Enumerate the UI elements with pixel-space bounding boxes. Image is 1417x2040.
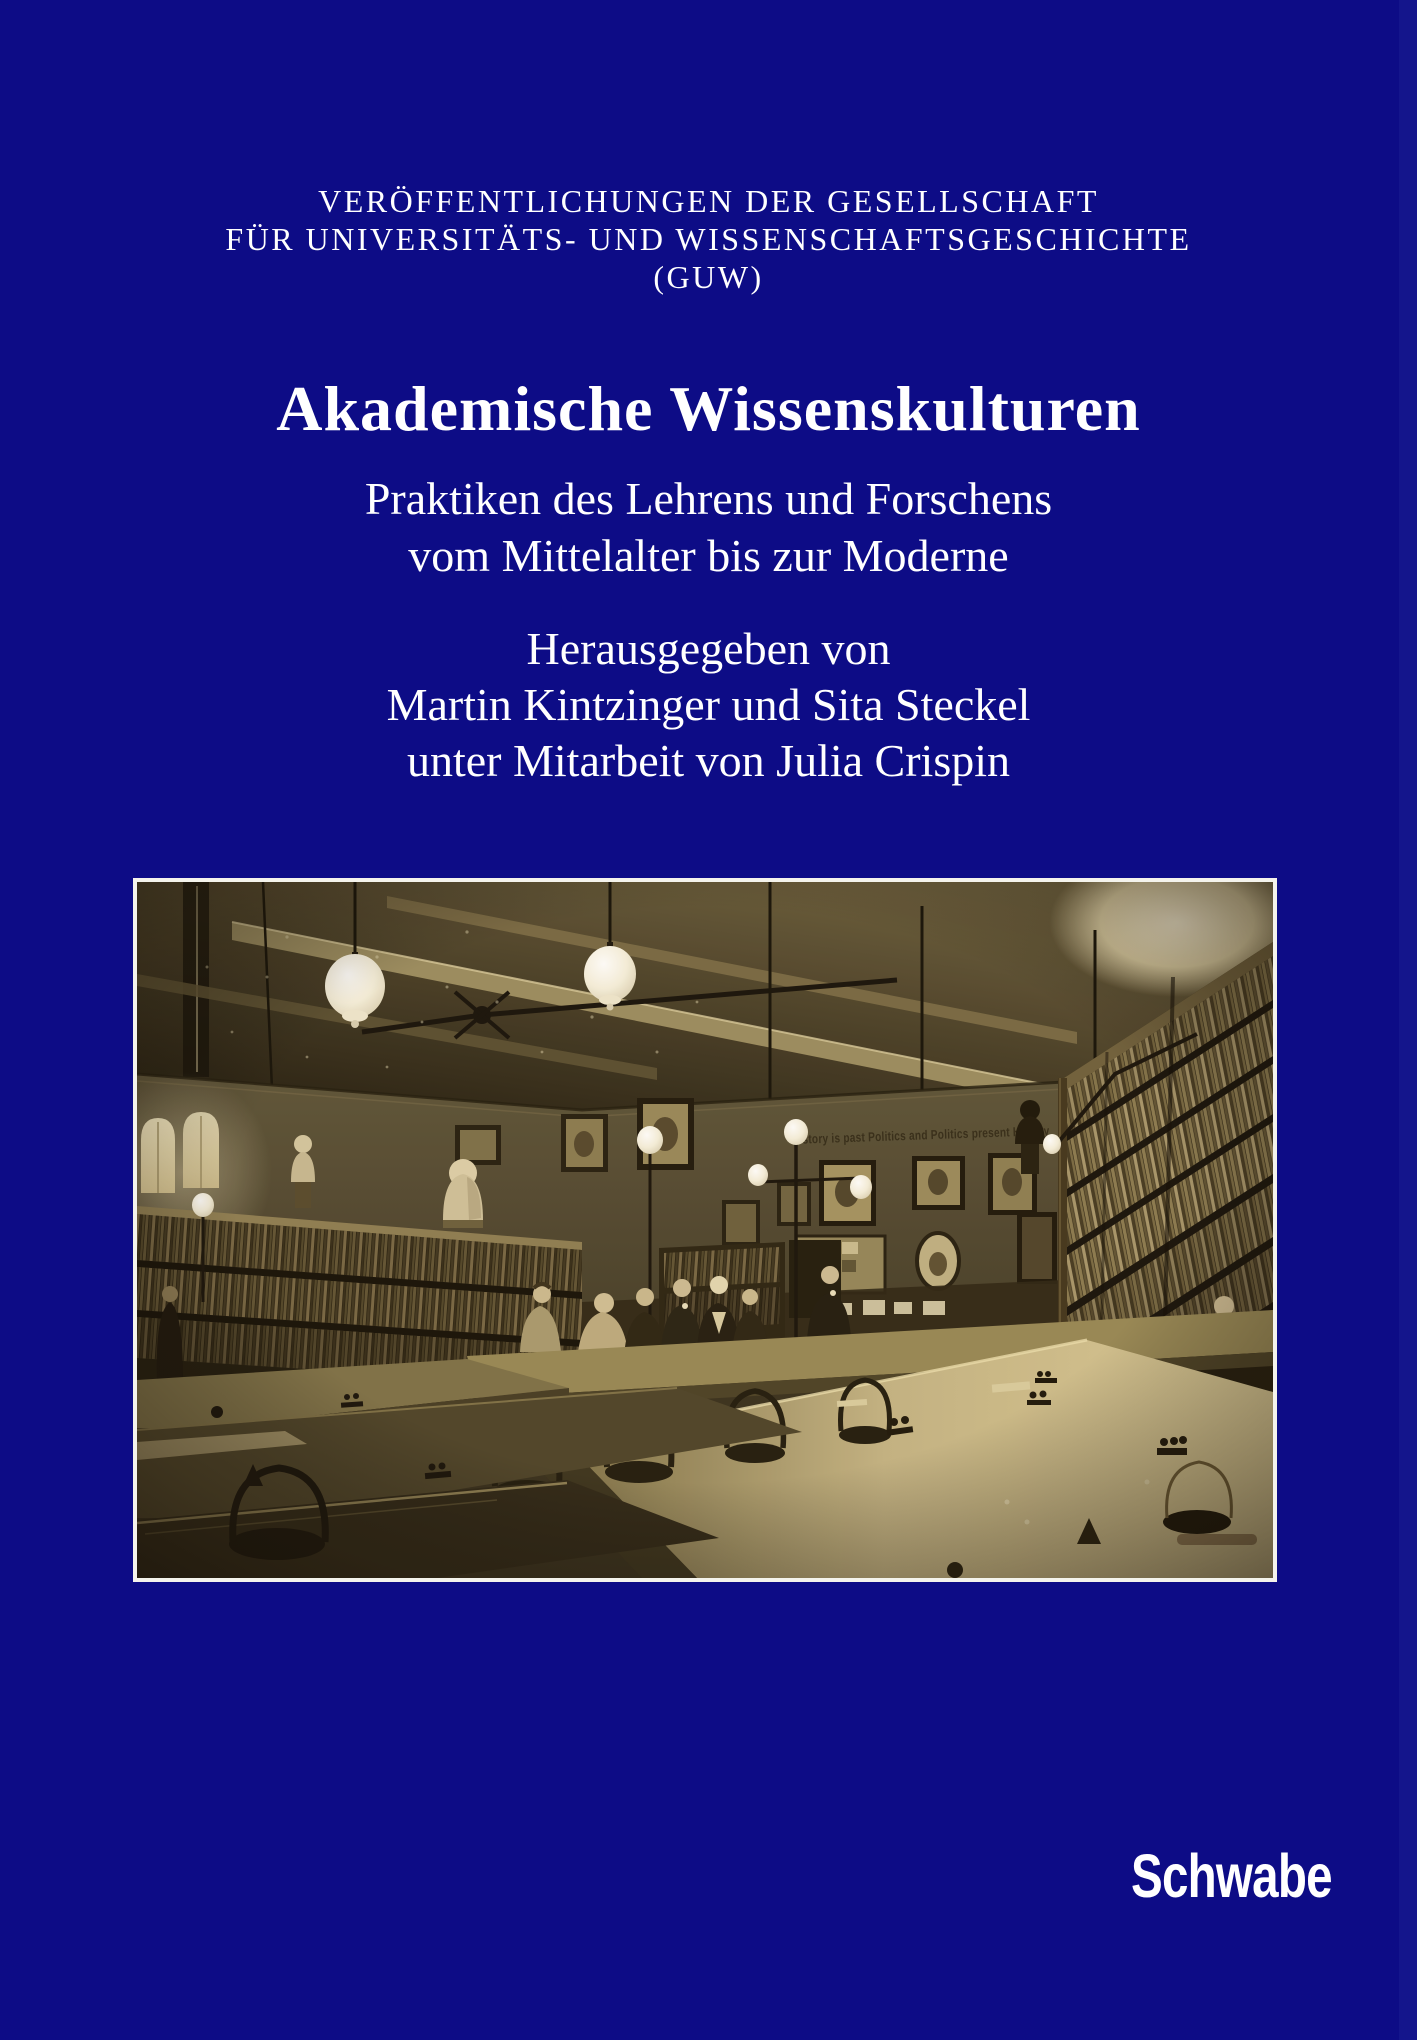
- subtitle: [0, 470, 1417, 584]
- series-line-1: VERÖFFENTLICHUNGEN DER GESELLSCHAFT: [318, 183, 1099, 219]
- series-line-3: (GUW): [653, 259, 764, 295]
- scan-edge-artifact: [1399, 0, 1417, 2040]
- editors-line-3: unter Mitarbeit von Julia Crispin: [406, 735, 1011, 786]
- publisher-logo: Schwabe: [1131, 1842, 1332, 1910]
- series-header: [0, 182, 1417, 296]
- editors-block: [0, 621, 1417, 789]
- editors-line-2: Martin Kintzinger und Sita Steckel: [386, 679, 1031, 730]
- page-title: Akademische Wissenskulturen: [276, 373, 1141, 444]
- series-line-2: FÜR UNIVERSITÄTS- UND WISSENSCHAFTSGESCHICHTE: [225, 221, 1192, 257]
- library-photograph: [133, 878, 1277, 1582]
- vignette: [137, 882, 1273, 1578]
- editors-line-1: Herausgegeben von: [526, 623, 891, 674]
- subtitle-line-2: vom Mittelalter bis zur Moderne: [408, 530, 1009, 581]
- subtitle-line-1: Praktiken des Lehrens und Forschens: [364, 473, 1053, 524]
